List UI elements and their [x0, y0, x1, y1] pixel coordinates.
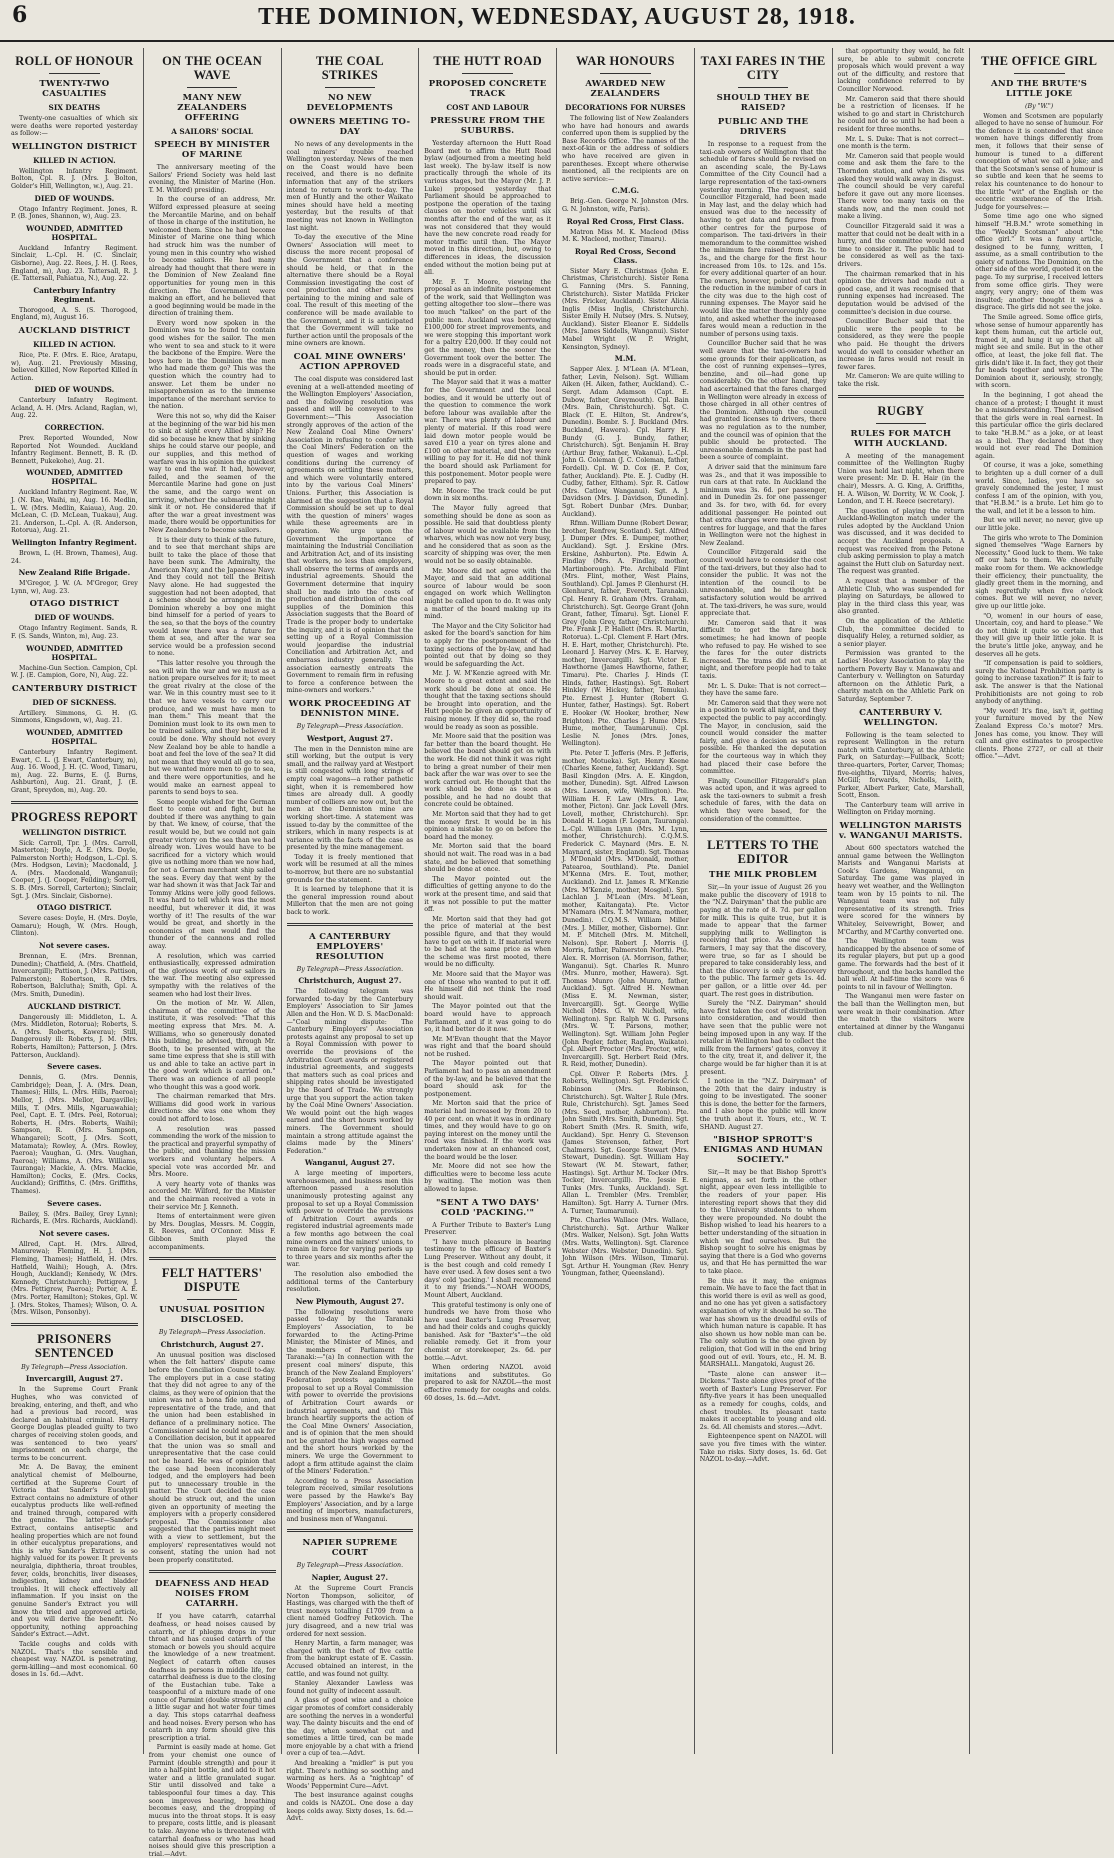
section-label: SIX DEATHS: [48, 103, 101, 112]
paragraph: Mr. Cameron said that there should be a restriction of licenses. If he wished to go and start in Christchurch he could not do so until he had been a resident for three months.: [837, 95, 965, 133]
subheadline: COAL MINE OWNERS' ACTION APPROVED: [293, 352, 407, 373]
section-label: A SAILORS' SOCIAL: [171, 127, 254, 136]
section-divider: [149, 1570, 276, 1573]
headline: WAR HONOURS: [575, 54, 675, 68]
subheadline: PROPOSED CONCRETE TRACK: [428, 79, 547, 99]
paragraph: Cpl. Oliver P. Roberts (Mrs. J. Roberts, Wellington). Sgt. Frederick C. Robinson (Mrs. Robinson, Christchurch). Sgt. Walter J. Rule (Mrs. Rule, Christchurch). Sgt. James Seed (Mrs. Seed, mother, Ashburton). Pte. John Smith (Mrs. Smith, Dunedin). Sgt. Robert Smith (Mrs. R. Smith, wife, Auckland). Spr. Henry G. Stevenson (James Stevenson, father, Port Chalmers). Sgt. George Stewart (Mrs. Stewart, Dunedin). Sgt. William Hay Stewart (W. M. Stewart, father, Hastings). Sgt. Arthur M. Tocker (Mrs. Tocker, Invercargill). Pte. Jessie E. Tunks (Mrs. Tunks, Auckland). Sgt. Allan L. Trembler (Mrs. Trembler, Hamilton). Sgt. Harry A. Turner (Mrs. A. Turner, Taumarunui).: [562, 1070, 689, 1215]
paragraph: And breaking a "midler" is put you right. There's nothing so soothing and warming as hers. As a "nightcap" of Woods' Peppermint Cure—Advt.: [286, 1760, 414, 1790]
section-label: Canterbury Infantry Regiment.: [33, 285, 116, 304]
paragraph: The chairman remarked that Mrs. Williams did good work in various directions: she was one whom they could not afford to lose.: [148, 1093, 276, 1124]
section-label: DECORATIONS FOR NURSES: [565, 103, 686, 112]
column-5: [557, 48, 695, 1754]
section-label: New Plymouth, August 27.: [295, 1296, 405, 1306]
short-rule: [49, 73, 100, 74]
paragraph: A large meeting of importers, warehousemen, and business men this afternoon passed a resolution unanimously protesting against any proposal to set up a Royal Commission with power to override the provisions of Arbitration Court awards or registered industrial agreements made a few months ago between the coal mine owners and the miners' unions, to remain in force for varying periods up to three years and six months after the war.: [286, 1170, 414, 1269]
paragraph: In response to a request from the taxi-cab owners of Wellington that the schedule of fares should be revised on an ascending scale, the By-Laws Committee of the City Council had a large representation of the taxi-owners yesterday morning. The request, said Councillor Fitzgerald, had been made in May last, and the delay which had ensued was due to the necessity of having to get data and figures from other centres for the purpose of comparison. The taxi-drivers in their memorandum to the committee wished the minimum fare raised from 2s. to 3s., and the charge for the first hour increased from 10s. to 12s. and 15s. for every additional quarter of an hour. The owners, however, pointed out that the reduction in the number of cars in the city was due to the high cost of running expenses. The Mayor said he would like the matter thoroughly gone into, and asked whether the increased fares would mean a reduction in the number of persons using taxis.: [699, 141, 827, 338]
paragraph: In the course of an address, Mr. Wilford expressed pleasure at seeing the Mercantile Marine, and on behalf of those in charge of the institution, he welcomed them. Since he had become Minister of Marine one thing which had struck him was the number of young men in this country who wished to become sailors. He had many already had thought that there were in the Dominion of New Zealand fine opportunities for young men in this direction. The Government were making an effort, and he believed that a good beginning would be made in the direction of training them.: [148, 196, 276, 318]
paragraph: Artillery. Simmons, G. H. (G. Simmons, Kingsdown, w), Aug. 21.: [11, 709, 138, 725]
section-label: Westport, August 27.: [306, 733, 393, 743]
headline: THE OFFICE GIRL: [980, 54, 1098, 68]
paragraph: The girls who wrote to The Dominion signed themselves "Wage Earners by Necessity." Good luck to them. We take off our hats to them. We cheerfully make room for them. We acknowledge their efficiency, their punctuality, the gladly greet them in the morning, and sigh regretfully when five o'clock comes. But we will never, no never, give up our little joke.: [975, 534, 1103, 610]
paragraph: Sister Mary E. Christmas (John E. Christmas, Christchurch). Sister Rena G. Fanning (Mrs. S. Fanning, Christchurch). Sister Matilda Fricker (Mrs. Fricker, Auckland). Sister Alicia Inglis (Miss Inglis, Christchurch). Sister Emily H. Nutsey (Mrs. S. Nutsey, Auckland). Sister Eleanor E. Siddells (Mrs. James Siddells, Wanganui). Sister Mabel Wright (W. P. Wright, Kensington, Sydney).: [562, 267, 689, 351]
section-label: C.M.G.: [611, 186, 640, 196]
paragraph: If you have catarrh, catarrhal deafness, or head noises caused by catarrh, or if phlegm drops in your throat and has caused catarrh of the stomach or bowels you should acquire the knowledge of a new treatment. Neglect of catarrh often causes deafness in persons in middle life, for catarrhal deafness is due to the closing of the Eustachian tube. Take a teaspoonful of a mixture made of one ounce of Parmint (double strength) and a little sugar and hot water four times a day. This stops catarrhal deafness and head noises. Every person who has catarrh in any form should give this prescription a trial.: [148, 1613, 276, 1742]
paragraph: Mr. F. T. Moore, viewing the proposal as an indefinite postponement of the work, said that Wellington was getting altogether too slow—there was too much "talkee" on the part of the public men. Auckland was borrowing £100,000 for street improvements, and we were stopping this important work for a paltry £20,000. If they could not get the money, then the sooner the Government took over the better. The roads were in a disgraceful state, and should be put in order.: [424, 278, 551, 377]
section-label: OTAGO DISTRICT.: [36, 903, 112, 913]
paragraph: Councillor Bucher said that he was well aware that the taxi-owners had some grounds for their application, as the cost of running expenses—tyres, benzine, and oil—had gone up considerably. On the other hand, they had ascertained that the fares charged in Wellington were already in excess of those charged in all other centres of the Dominion. Although the council had granted licenses to drivers, there was no regulation as to the number, and the council was of opinion that the public should be protected. The unreasonable demands in the past had been a source of complaint.: [699, 340, 827, 462]
paragraph: Tackle coughs and colds with NAZOL. That's the sensible and cheapest way. NAZOL is penetrating, germ-killing—and most economical. 60 doses in 1s. 6d.—Advt.: [11, 1640, 138, 1679]
paragraph: Matron Miss M. K. Macleod (Miss M. K. Macleod, mother, Timaru).: [562, 228, 689, 244]
paragraph: Mr. L. S. Duke: That is not correct—one month is the term.: [837, 135, 965, 151]
short-rule: [462, 73, 513, 74]
paragraph: The question of playing the return Auckland-Wellington match under the rules adopted by the Auckland Union was discussed, and it was decided to accept the Auckland proposals. A request was received from the Petone club asking permission to play a match against the Hutt club on Saturday next. The request was granted.: [837, 507, 965, 576]
section-label: Wanganui, August 27.: [304, 1158, 395, 1168]
headline: THE HUTT ROAD: [433, 54, 542, 68]
paragraph: Of course, it was a joke, something to brighten up a dull corner of a dull world. Since, ladies, you have so gravely condemned the jester, I must confess I am of the opinion, with you, that "H.B.M." is a brute. Let him go to the wall, and let it be a lesson to him.: [975, 462, 1103, 515]
paragraph: Prev. Reported Wounded, Now Reported Not Wounded. Auckland Infantry Regiment. Bennett, B. R. (D. Bennett, Pukekohe), Aug. 21.: [11, 435, 138, 465]
paragraph: The resolution also embodied the additional terms of the Canterbury resolution.: [286, 1271, 414, 1294]
paragraph: The Mayor fully agreed that something should be done as soon as possible. He said that doubtless plenty of labour would be available from the wharves, which was now not very busy, and he considered that as soon as the scarcity of shipping was over, the men would not be so easily obtainable.: [424, 504, 551, 566]
subheadline: AND THE BRUTE'S LITTLE JOKE: [991, 79, 1088, 99]
paragraph: Mr. Morton said that they had to get the money first. It would be in his opinion a mistake to go on before the board had the money.: [424, 811, 551, 841]
column-8: [970, 48, 1108, 1754]
headline: PRISONERS SENTENCED: [34, 1331, 114, 1360]
paragraph: Mr. Moore did not see how the difficulties were to become less acute by waiting. The motion was then allowed to lapse.: [424, 1163, 551, 1193]
paragraph: Some people wished for the German fleet to come out and fight, but he doubted if there was anything to gain by that. We knew, of course, that the result would be, but we could not gain greater victory on the sea than we had already won. Lives would have to be sacrificed for a victory which would give us nothing more than we now had, for not a German merchant ship sailed the seas. Every day that went by the war had shown it was that Jack Tar and Tommy Atkins were jolly good fellows. It was hard to tell which was the most needful, but wherever it did, it was worthy of it! The results of the war would be great, and shortly in the economics of men would find the thunder of the cannons and rolled away.: [148, 798, 276, 950]
paragraph: At the Supreme Court Francis Norton Thompson, solicitor, of Hastings, was charged with the theft of trust moneys totalling £1709 from a client named Godfrey Petkovich. The jury disagreed, and a new trial was ordered for next session.: [286, 1585, 414, 1638]
subheadline: RULES FOR MATCH WITH AUCKLAND.: [850, 428, 952, 449]
paragraph: A Further Tribute to Baxter's Lung Preserver.: [424, 1221, 551, 1237]
paragraph: that opportunity they would, he felt sure, be able to submit concrete proposals which would prevent a way out of the difficulty, and restore that lacking confidence referred to by Councillor Norwood.: [837, 48, 965, 93]
paragraph: The Mayor said that it was a matter for the Government and the local bodies, and it would be utterly out of the question to commence the work before labour was available after the war. There was plenty of labour and plenty of material. If this road were laid down motor people would be saved £10 a year on tyres alone and £100 on other material, and they were willing to pay for it. He did not think the board should ask Parliament for this postponement. Motor people were prepared to pay.: [424, 379, 551, 486]
paragraph: Mr. Moore said that the position was far better than the board thought. He believed the board should get on with the work. He did not think it was right to bring a great number of their men back after the war was over to see the work carried out. He thought that the work should be done as soon as possible, and he had no doubt that concrete could be obtained.: [424, 733, 551, 809]
paragraph: Some time ago one who signed himself "H.B.M." wrote something in the "Weekly Scotsman" about "the office girl." It was a funny article, designed to be funny, written, I assume, as a small contribution to the gaiety of nations. The Dominion, on the other side of the world, quoted it on the page. To my surprise, I received letters from some office girls. They were angry, very angry; one of them was insulted; another thought it was a disgrace. The girls did not see the joke.: [975, 213, 1103, 312]
paragraph: The chairman remarked that in his opinion the drivers had made out a good case, and it was recognised that running expenses had increased. The deputation would be advised of the committee's decision in due course.: [837, 270, 965, 316]
short-rule: [600, 73, 651, 74]
short-rule: [325, 87, 376, 88]
paragraph: Allred, Capt. H. (Mrs. Allred, Manurewa); Fleming, H. J. (Mrs. Fleming, Thames); Hatfield, H. (Mrs. Hatfield, Waihi); Hough, A. (Mrs. Hough, Auckland); Kennedy, W. (Mrs. Kennedy, Christchurch); Pettigrew, J. (Mrs. Pettigrew, Paeroa); Porter, A. E. (Mrs. Porter, Hamilton); Stokes, Gpl. W. J. (Mrs. Stokes, Thames); Wilson, O. A. (Mrs. Wilson, Ponsonby).: [11, 1240, 138, 1317]
byline: By Telegraph—Press Association.: [21, 1363, 128, 1371]
section-label: Invercargill, August 27.: [25, 1374, 123, 1384]
headline: LETTERS TO THE EDITOR: [707, 838, 820, 867]
paragraph: The men in the Denniston mine are still working, but the output is very small, and the railway yard at Westport is still congested with long strings of empty coal wagons—a rather pathetic sight, when it is remembered how times are already dull. A goodly number of colliers are now out, but the men at the Denniston mine are working short-time. A statement was issued to-day by the committee of the strikers, which in many respects is at variance with the facts of the case as presented by the mine management.: [286, 745, 414, 852]
paragraph: The coal dispute was considered last evening at a well-attended meeting of the Wellington Employers' Association, and the following resolution was passed and will be conveyed to the Government:—"This Association strongly approves of the action of the New Zealand Coal Mine Owners' Association in refusing to confer with the Coal Miners' Federation on the question of wages and working conditions during the currency of agreements on settling these matters, and which were voluntarily entered into by the various Coal Miners' Unions. Further, this Association is alarmed at the suggestion that a Royal Commission should be set up to deal with the question of miners' wages while these agreements are in operation. We urge upon the Government the importance of maintaining the Industrial Conciliation and Arbitration Act, and of its insisting that workers, no less than employers, shall observe the terms of awards and industrial agreements. Should the Government determine that inquiry shall be made into the costs of production and distribution of the coal supplies of the Dominion this Association suggests that the Board of Trade is the proper body to undertake the inquiry, and it is of opinion that the setting up of a Royal Commission would jeopardise the industrial Conciliation and Arbitration Act, and embarrass industry generally. This association earnestly entreats the Government to remain firm in refusing to force a conference between the mine-owners and workers.": [286, 376, 414, 695]
paragraph: Henry Martin, a farm manager, was charged with the theft of five cattle from the bankrupt estate of E. Cassin. Accused obtained an interest, in the cattle, and was found not guilty.: [286, 1640, 414, 1678]
subheadline: NAPIER SUPREME COURT: [302, 1538, 398, 1559]
paragraph: Thorogood, A. S. (S. Thorogood, England, m), August 16.: [11, 306, 138, 322]
paragraph: Were this not so, why did the Kaiser at the beginning of the war bid his men to sink at sight every Allied ship? He did so because he knew that by sinking ships he could starve our people, and our supplies, and this method of warfare was in his opinion the quickest way to end the war. It had, however, failed, and the seamen of the Mercantile Marine had gone on just the same, and the cargo went on arriving, whether the submarine might sink it or not. He considered that if after the war a great investment was made, there would be opportunities for New Zealanders to become sailors.: [148, 413, 276, 534]
paragraph: An unusual position was disclosed when the felt hatters' dispute came before the Conciliation Council to-day. The employers put in a case stating that they did not agree to any of the claims, as they were of opinion that the union was not a bona fide union, and representative of the trade, and that the union had been established in defiance of a preliminary notice. The Commissioner said he could not ask for a Conciliation decision, but it appeared that the union was so small and unrepresentative that the case could not be heard. He was of opinion that the case had been inconsiderately lodged, and the employers had been put to unnecessary trouble in the matter. The Court decided the case should be struck out, and the union given an opportunity of meeting the employers with a properly considered proposal. The Commissioner also suggested that the parties might meet with a view to settlement, but the employers' representatives would not consent, stating the union had not been properly constituted.: [148, 1351, 276, 1564]
section-label: CORRECTION.: [44, 423, 105, 433]
subheadline: SPEECH BY MINISTER OF MARINE: [154, 140, 271, 160]
section-label: COST AND LABOUR: [446, 103, 529, 112]
subheadline: DEAFNESS AND HEAD NOISES FROM CATARRH.: [155, 1579, 270, 1610]
paragraph: "My word! It's fine, isn't it, getting your furniture moved by the New Zealand Express Co.'s motor? Mrs. Jones has come, you know. They will call and give estimates to prospective clients. Phone 2727, or call at their office."—Advt.: [975, 707, 1103, 761]
paragraph: A resolution, which was carried enthusiastically, expressed admiration of the glorious work of our sailors in the war. The meeting also expressed sympathy with the relatives of the seamen who had lost their lives.: [148, 952, 276, 998]
section-label: DIED OF WOUNDS.: [34, 193, 115, 203]
section-label: DIED OF WOUNDS.: [34, 613, 115, 623]
subheadline: NO NEW DEVELOPMENTS: [306, 93, 394, 113]
paragraph: The Canterbury team will arrive in Wellington on Friday morning.: [837, 801, 965, 817]
short-rule: [876, 423, 927, 424]
paragraph: Bailey, S. (Mrs. Bailey, Grey Lynn); Richards, E. (Mrs. Richards, Auckland).: [11, 1210, 138, 1226]
subheadline: OTAGO DISTRICT: [29, 599, 120, 610]
paragraph: The following telegram was forwarded to-day by the Canterbury Employers' Association to Sir James Allen and the Hon. W. D. S. MacDonald:—"Coal mining dispute: The Canterbury Employers' Association protests against any proposal to set up a Royal Commission with power to override the provisions of the Arbitration Court awards or registered industrial agreements, and suggests that matters such as coal prices and shipping rates should be investigated by the Board of Trade. We strongly urge that you support the action taken by the Coal Mine Owners' Association. We would point out the high wages earned and the short hours worked by miners. The Government should maintain a strong attitude against the claims made by the Miners' Federation.": [286, 988, 414, 1155]
paragraph: Mr. Moore did not agree with the Mayor, and said that an additional source of labour would be soon engaged on work which Wellington might be called upon to do. It was only a matter of the board making up its mind.: [424, 567, 551, 621]
paragraph: Otago Infantry Regiment. Jones, R. P. (B. Jones, Shannon, w), Aug. 23.: [11, 205, 138, 221]
section-label: WELLINGTON DISTRICT.: [22, 827, 127, 837]
paragraph: Mr. M'Evan thought that the Mayor was right and that the board should not be rushed.: [424, 1035, 551, 1058]
paragraph: A resolution was passed commending the work of the mission to the practical and prayerful sympathy of the public, and thanking the mission workers and voluntary helpers. A special vote was accorded Mr. and Mrs. Moore.: [148, 1125, 276, 1179]
paragraph: Canterbury Infantry Regiment. Ewart, C. L. (J. Ewart, Canterbury, m), Aug. 16. Wood, J. H. (C. Wood, Timaru, m), Aug. 22. Burns, E. (J. Burns, Ashburton), Aug. 21. Grant, J. (E. Grant, Spreydon, m), Aug. 20.: [11, 748, 138, 794]
section-label: DIED OF WOUNDS.: [34, 385, 115, 395]
section-label: AUCKLAND DISTRICT.: [27, 1001, 121, 1011]
paragraph: Mr. Cameron: We are quite willing to take the risk.: [837, 373, 965, 388]
section-label: M.M.: [614, 354, 636, 364]
paragraph: "O, women! in our hours of ease, Uncertain, coy, and hard to please." We do not think it quite so certain that they will give up their little joke. It is the brute's little joke, anyway, and he deserves all he gets.: [975, 612, 1103, 658]
column-2: [144, 48, 282, 1858]
byline: By Telegraph—Press Association.: [296, 965, 404, 973]
paragraph: The Mayor pointed out that the board would have to approach Parliament, and if it was going to do so, it had better do it now.: [424, 1003, 551, 1034]
paragraph: A meeting of the management committee of the Wellington Rugby Union was held last night, when there were present: Mr. D. H. Hair (in the chair), Messrs. A. G. King, A. Griffiths, H. A. Wilson, W. Dorrity, W. W. Cook, J. London, and T. H. Reece (secretary).: [837, 452, 965, 506]
paragraph: The following list of New Zealanders who have had honours and awards conferred upon them is supplied by the Base Records Office. The names of the next-of-kin or the address of soldiers who have received are given in parentheses. Except where otherwise mentioned, all the recipients are on active service:—: [562, 115, 689, 183]
paragraph: This grateful testimony is only one of hundreds we have from those who have used Baxter's Lung Preserver, and had their colds and coughs quickly banished. Ask for "Baxter's"—the old reliable remedy. Get it from your chemist or storekeeper, 2s. 6d. per bottle.—Advt.: [424, 1301, 551, 1362]
paragraph: Wellington Infantry Regiment. Bolton, Cpl. R. J. (Mrs. J. Bolton, Golder's Hill, Wellington, w.), Aug. 21.: [11, 167, 138, 190]
paragraph: Canterbury Infantry Regiment. Acland, A. H. (Mrs. Acland, Raglan, w), Aug. 22.: [11, 397, 138, 420]
paragraph: Parmint is easily made at home. Get from your chemist one ounce of Parmint (double strength) and pour it into a half-pint bottle, and add to it hot water and a little granulated sugar. Stir until dissolved and take a tablespoonful four times a day. This soon improves hearing, breathing becomes easy, and the dropping of mucus into the throat stops. It is easy to prepare, costs little, and is pleasant to take. Anyone who is threatened with catarrhal deafness or who has head noises should give this prescription a trial.—Advt.: [148, 1744, 276, 1858]
section-label: DIED OF SICKNESS.: [32, 697, 117, 707]
paragraph: Auckland Infantry Regiment. Rae, W. J. (N. Rae, Waihi, m), Aug. 16. Medlin, L. W. (Mrs. Medlin, Kaiaua), Aug. 20. McLean, C. (D. McLean, Tuakau), Aug. 21. Anderson, L.-Cpl. A. (R. Anderson, Rotorua), Aug. 21.: [11, 489, 138, 535]
section-label: Severe cases.: [47, 1062, 102, 1072]
column-4: [419, 48, 557, 1754]
subheadline: A CANTERBURY EMPLOYERS' RESOLUTION: [309, 931, 391, 962]
paragraph: "I have much pleasure in bearing testimony to the efficacy of Baxter's Lung Preserver. Without any doubt, it is the best cough and cold remedy I have ever used. A few doses sent a two days' cold 'packing.' I shall recommend it to my friends."—NOAH WOODS, Mount Albert, Auckland.: [424, 1238, 551, 1299]
paragraph: Brown, L. (H. Brown, Thames), Aug. 24.: [11, 550, 138, 565]
section-label: Christchurch, August 27.: [298, 976, 402, 986]
section-label: Wellington Infantry Regiment.: [11, 538, 137, 547]
section-label: Not severe cases.: [39, 1228, 110, 1238]
byline: By Telegraph—Press Association.: [296, 1562, 404, 1570]
paragraph: Eighteenpence spent on NAZOL will save you five times with the winter. Take no risks. Sixty doses, 1s. 6d. Get NAZOL to-day.—Advt.: [699, 1433, 827, 1464]
short-rule: [187, 87, 238, 88]
subheadline: CANTERBURY DISTRICT: [11, 683, 137, 694]
paragraph: To-day the executive of the Mine Owners' Association will meet to discuss the more recent proposal of the Government that a conference should be held, or that in the alternative there should be a Royal Commission investigating the cost of coal production and other matters pertaining to the mining and sale of coal. The result of this meeting of the conference will be made available to the Government, and it is anticipated that the Government will take no further action until the proposals of the mine owners are known.: [286, 234, 414, 348]
paragraph: Mr. Moore said that the Mayor was one of those who wanted to put it off. He himself did not think the road should wait.: [424, 970, 551, 1001]
section-label: Royal Red Cross, First Class.: [566, 216, 684, 226]
section-label: Not severe cases.: [39, 941, 110, 951]
masthead: [0, 0, 1114, 42]
paragraph: Stanley Alexander Lawless was found not guilty of indecent assault.: [286, 1680, 414, 1695]
paragraph: Auckland Infantry Regiment. Sinclair, L.-Cpl. H. (C. Sinclair, Gisborne), Aug. 22. Rees, J. H. (J. Rees, England, m), Aug. 23. Tattersall, R. J. (E. Tattersall, Pahiatua, N.), Aug. 22.: [11, 244, 138, 283]
paragraph: Every word now spoken in the Dominion was to be found to contain good wishes for the sailor. The men who went to sea and stuck to it were the backbone of the Empire. Were the boys here in the Dominion the men who had made them go? This was the question which the country had to answer. Let them be under no misapprehension as to the immense importance of the merchant service to the nation.: [148, 319, 276, 411]
paragraph: Rfmn. William Dunne (Robert Dewar, brother, Renfrew, Scotland). Sgt. Alfred J. Dumper (Mrs. E. Dumper, mother, Auckland). Sgt. J. Erskine (Mrs. Erskine, Ashburton). Pte. Edwin A. Findlay (Mrs. A. Findlay, mother, Martinborough). Pte. Archibald Flint (Mrs. Flint, mother, West Plains, Southland). Cpl. James P. Glenhurst (H. Glenhurst, father, Everett, Taranaki). Cpl. Henry R. Graham (Mrs. Graham, Christchurch). Sgt. George Grant (John Grant, father, Timaru). Sgt. Lionel F. Grey (John Grey, father, Christchurch). Pte. Frank J. P. Hallett (Mrs. R. Martin, Rotorua). L.-Cpl. Clement F. Hart (Mrs. H. E. Hart, mother, Christchurch). Pte. Leonard J. Harvey (Mrs. K. E. Harvey, mother, Invercargill). Sgt. Victor E. Hawthorne (James Hawthorne, father, Timaru). Pte. Charles J. Hinds (T. Hinds, father, Hastings). Sgt. Robert Hinkley (W. Hickey, father, Temuka). Pte. Ernest J. Hunter (Robert G. Hunter, father, Hastings). Sgt. Robert E. Hooker (W. Hooker, brother, New Brighton). Pte. Charles J. Hume (Mrs. Hume, mother, Taumarunui). Cpl. Leslie N. Jones (Mrs. Jones, Wellington).: [562, 520, 689, 748]
short-rule: [738, 87, 789, 88]
paragraph: I notice in the "N.Z. Dairyman" of the 20th that the dairy industry is going to be investigated. The sooner this is done, the better for the farmers, and I also hope the public will know the truth about it. Yours, etc., W. T. SHAND. August 27.: [699, 1078, 827, 1131]
subheadline: MANY NEW ZEALANDERS OFFERING: [177, 93, 247, 123]
paragraph: Twenty-one casualties of which six were deaths were reported yesterday as follow:—: [11, 115, 138, 138]
subheadline: UNUSUAL POSITION DISCLOSED.: [159, 1305, 265, 1326]
paragraph: Sapper Alex. J. M'Lean (A. M'Lean, father, Levin, Nelson). Sgt. William Aiken (H. Aiken, father, Auckland). C.-Sergt. Adam Adamson (Capt. E. Dubow, father, Greymouth). Cpl. Bain (Mrs. Bain, Christchurch). Sgt. C. Black (T. E. Hilton, St. Andrew's, Dunedin). Bombr. S. J. Buckland (Mrs. Buckland, Hawera). Cpl. Harry H. Bundy (G. J. Bundy, father, Christchurch). Sgt. Benjamin H. Bray (Arthur Bray, father, Wakanui). L.-Cpl. John G. Coleman (J. C. Coleman, father, Fordell). Cpl. W. D. Cox (E. P. Cox, father, Auckland). Pte. E. J. Cudby (H. Cudby, father, Eltham). Spr. R. Catlow (Mrs. Catlow, Wanganui). Sgt. A. J. Davidson (Mrs. J. Davidson, Dunedin). Sgt. Robert Dunbar (Mrs. Dunbar, Auckland).: [562, 366, 689, 518]
paragraph: Yesterday afternoon the Hutt Road Board met to affirm the Hutt Road bylaw (adjourned from a meeting held last week). The by-law itself is now practically through the whole of its various stages, but the Mayor (Mr. J. P. Luke) proposed yesterday that Parliament should be approached to postpone the operation of the taxing clauses on motor vehicles until six months after the end of the war, as it was not considered that they would have the new concrete road ready for motor traffic until then. The Mayor moved in this direction, but, owing to differences in ideas, the discussion ended without the motion being put at all.: [424, 140, 551, 277]
subheadline: AUCKLAND DISTRICT: [18, 325, 131, 336]
paragraph: Mr. Morton said that the board should not wait. The road was in a bad state, and he believed that something should be done at once.: [424, 843, 551, 874]
paragraph: Mr. Cameron said that it was difficult to get the fare back sometimes; he had known of people who refused to pay. He wished to see the fares for the outer districts increased. The trams did not run at night, and therefore people had to take taxis.: [699, 619, 827, 680]
paragraph: Permission was granted to the Ladies' Hockey Association to play the northern Poverty Bay v. Manawatu and Canterbury v. Wellington on Saturday afternoon on the Athletic Park, a charity match on the Athletic Park on Saturday, September 7.: [837, 650, 965, 703]
paragraph: Dangerously ill: Middleton, L. A. (Mrs. Middleton, Rotorua); Roberts, S. A. (Mrs. Roberts, Kawerau); Still, Dangerously ill: Roberts, J. M. (Mrs. Roberts, Hamilton); Patterson, J. (Mrs. Patterson, Auckland).: [11, 1013, 138, 1059]
paragraph: No news of any developments in the coal miners' trouble reached Wellington yesterday. News of the men on the Coast would have been received, and there is no definite information that any of the strikers intend to return to work to-day. The men of Huntly and the other Waikato mines should have held a meeting yesterday, but the results of that meeting was not known in Wellington last night.: [286, 141, 414, 232]
section-divider: [287, 923, 414, 926]
paragraph: Sir,—It may be that Bishop Sprott's enigmas, as set forth in the other night, appear even less intelligible to the readers of your paper. His interesting report shows that they did to the University students to whom they were propounded. No doubt the Bishop wished to lead his hearers to a better understanding of the situation in which we find ourselves. But the Bishop sought to solve his enigmas by saying that there is a God who governs us, and that He has permitted the war to take place.: [699, 1169, 827, 1275]
section-label: WOUNDED, ADMITTED HOSPITAL.: [26, 468, 123, 487]
paragraph: Rice, Pte. F. (Mrs. E. Rice, Aratapu, w), Aug. 21. Previously Missing, believed Killed, Now Reported Killed in Action.: [11, 351, 138, 382]
paragraph: The Mayor pointed out that Parliament had to pass an amendment of the by-law, and he believed that the board should ask for the postponement.: [424, 1060, 551, 1098]
section-divider: [700, 829, 827, 832]
column-6: [695, 48, 833, 1754]
page-number: 6: [12, 2, 28, 28]
paragraph: "Taste alone can answer it—Dickens." Taste alone gives proof of the worth of Baxter's Lung Preserver. For fifty-five years it has been unequalled as a remedy for coughs, colds, and chest troubles. Its pleasant taste makes it acceptable to young and old. 2s. 6d. All chemists and stores.—Advt.: [699, 1370, 827, 1431]
section-label: KILLED IN ACTION.: [33, 339, 116, 349]
paragraph: Machine-Gun Section. Campion, Cpl. W. J. (E. Campion, Gore, N), Aug. 22.: [11, 664, 138, 680]
paragraph: Finally, Councillor Fitzgerald's plan was acted upon, and it was agreed to ask the taxi-owners to submit a fresh schedule of fares, with the data on which they were based, for the consideration of the committee.: [699, 777, 827, 823]
subheadline: OWNERS MEETING TO-DAY: [289, 117, 411, 137]
column-7: [833, 48, 971, 1754]
paragraph: When ordering NAZOL avoid imitations and substitutes. Go prepared to ask for NAZOL—the most effective remedy for coughs and colds. 60 doses, 1s. 6d.—Advt.: [424, 1364, 551, 1402]
paragraph: A driver said that the minimum fare was 2s., and that it was impossible to run cars at that rate. In Auckland the minimum was 3s. 6d. per passenger, and in Dunedin 2s. for one passenger and 3s. for two, with 6d. for every additional passenger. He pointed out that extra charges were made in other centres for luggage, and that the fares in Wellington were not the highest in New Zealand.: [699, 463, 827, 547]
section-label: WOUNDED, ADMITTED HOSPITAL.: [26, 727, 123, 746]
paragraph: The following resolutions were passed to-day by the Taranaki Employers' Association, to be forwarded to the Acting-Prime Minister, the Minister of Mines, and the members of Parliament for Taranaki:—"(a) In connection with the present coal miners' dispute, this branch of the New Zealand Employers' Federation protests against the proposal to set up a Royal Commission with power to override the provisions of Arbitration Court awards or industrial agreements, and (b) This branch heartily supports the action of the Coal Mine Owners' Association, and is of opinion that the men should not be granted the high wages earned and the short hours worked by the miners. We urge the Government to adopt a firm attitude against the claim of the Miners' Federation.": [286, 1308, 414, 1476]
paragraph: Councillor Fitzgerald said it was a matter that could not be dealt with in a hurry, and the committee would need time to consider it. The public had to be considered as well as the taxi-drivers.: [837, 223, 965, 269]
paragraph: Be this as it may, the enigmas remain. We have to face the fact that in this world there is evil as well as good, and no one has yet given a satisfactory explanation of why it should be so. The war has shown us the dreadful evils of which human nature is capable. It has also shown us how noble man can be. The only solution is the one given by religion, that God will in the end bring good out of evil. Yours, etc., H. M. B. MARSHALL. Mangatoki, August 26.: [699, 1277, 827, 1369]
paragraph: Mr. L. S. Duke: That is not correct—they have the same fare.: [699, 682, 827, 698]
paragraph: Brennan, E. (Mrs. Brennan, Dunedin); Chatfield, A. (Mrs. Chatfield, Invercargill); Pattison, J. (Mrs. Pattison, Palmerston); Robertson, R. (Mrs. Robertson, Balclutha); Smith, Gpl. A. (Mrs. Smith, Dunedin).: [11, 953, 138, 998]
section-label: New Zealand Rifle Brigade.: [18, 568, 131, 578]
section-label: KILLED IN ACTION.: [33, 155, 116, 165]
subheadline: WELLINGTON MARISTS v. WANGANUI MARISTS.: [839, 821, 963, 842]
paragraph: Sick: Carroll, Tpr. J. (Mrs. Carroll, Masterton); Doyle, A. E. (Mrs. Doyle, Palmerston North); Hodgson, L.-Cpl. S. (Mrs. Hodgson, Levin); Macdonald, J. A. (Mrs. Macdonald, Wanganui); Cooper, J. (J. Cooper, Feilding); Sorrell, S. B. (Mrs. Sorrell, Carterton); Sinclair, Sgt. J. (Mrs. Sinclair, Gisborne).: [11, 839, 138, 900]
column-3: [282, 48, 420, 1823]
paragraph: Surely the "N.Z. Dairyman" should have first taken the cost of distribution into consideration, and would then have seen that the public were not being imposed upon in any way. If the retailer in Wellington had to collect the milk from the farmers' gates, convey it to the city, treat it, and deliver it, the charge would be far higher than it is at present.: [699, 1000, 827, 1076]
paragraph: Pte. Charles Wallace (Mrs. Wallace, Christchurch). Sgt. Arthur Walker (Mrs. Walker, Nelson). Sgt. John Watts (Mrs. Watts, Wellington). Sgt. Clarence Webster (Mrs. Webster, Dunedin). Sgt. John Wilson (Mrs. Wilson, Timaru). Sgt. Arthur H. Youngman (Rev. Henry Youngman, father, Queensland).: [562, 1217, 689, 1278]
byline: (By "W."): [1024, 103, 1054, 110]
headline: THE COAL STRIKES: [315, 54, 384, 82]
headline: RUGBY: [877, 403, 925, 418]
column-1: [6, 48, 144, 1754]
paragraph: Mr. A. De Bavay, the eminent analytical chemist of Melbourne, certified at the Supreme Court of Victoria that Sander's Eucalypti Extract contains no admixture of other eucalyptus products like well-refined and trained through, compared with the genuine. The latter—Sander's Extract, contains antiseptic and healing properties which are not found in other eucalyptus preparations, and this is why Sander's Extract is so highly valued for its power. It prevents neuralgia, diphtheria, throat troubles, fever, colds, bronchitis, liver diseases, indigestion, kidney and bladder troubles. It will check effectively all inflammation. If you insist on the genuine Sander's Extract you will know the tried and approved article, and you will derive the benefit. No opportunity, nothing approaching Sander's Extract.—Advt.: [11, 1464, 138, 1639]
section-divider: [11, 801, 138, 804]
paragraph: The Mayor pointed out the difficulties of getting anyone to do the work at the present time, and said that it was not possible to put the matter off.: [424, 875, 551, 914]
headline: ROLL OF HONOUR: [15, 54, 134, 68]
paragraph: Mr. Morton said that they had got the price of material at the best possible figure, and that they would have to get on with it. If material were to be had at the same price as when the scheme was first mooted, there would be no difficulty.: [424, 915, 551, 969]
paragraph: The Wanganui men were faster on the ball than the Wellington men, but were weak in their combination. After the match the visitors were entertained at dinner by the Wanganui club.: [837, 993, 965, 1039]
subheadline: AWARDED NEW ZEALANDERS: [585, 79, 666, 99]
paragraph: Sir,—In your issue of August 26 you make public the discovery of 1918 to the "N.Z. Dairyman" that the public are paying at the rate of 8. 7d. per gallon for milk. This is quite true, but it is made to appear that the farmer supplying milk to Wellington is receiving that price. As one of the farmers, I may say that the discovery, were true, so far as I should be prepared to take considerably less, and that the discovery is only a discovery to the public. The farmer gets 1s. 4d. per gallon, or a little over 4d. per quart. The rest goes in distribution.: [699, 884, 827, 998]
paragraph: A glass of good wine and a choice cigar promotes of comfort considerably are soothing the nerves in a wonderful way. The dainty biscuits and the end of the day, when somewhat cut and sometimes a little tired, can be made more enjoyable by a chat with a friend over a cup of tea.—Advt.: [286, 1697, 414, 1758]
section-label: Napier, August 27.: [311, 1573, 389, 1582]
section-label: WOUNDED, ADMITTED HOSPITAL.: [26, 643, 123, 662]
newspaper-title: THE DOMINION, WEDNESDAY, AUGUST 28, 1918.: [258, 4, 856, 30]
subheadline: PUBLIC AND THE DRIVERS: [717, 117, 809, 137]
paragraph: The anniversary meeting of the Sailors' Friend Society was held last evening, the Minister of Marine (Hon. T. M. Wilford) presiding.: [148, 164, 276, 194]
paragraph: The best insurance against coughs and colds is NAZOL. One dose a day keeps colds away. Sixty doses, 1s. 6d.—Advt.: [286, 1792, 414, 1823]
subheadline: PRESSURE FROM THE SUBURBS.: [430, 116, 545, 136]
paragraph: On the application of the Athletic Club, the committee decided to disqualify Heley, a returned soldier, as a senior player.: [837, 618, 965, 648]
paragraph: A request that a member of the Athletic Club, who was suspended for playing on Saturdays, be allowed to play in the third class this year, was also granted.: [837, 578, 965, 616]
headline: TAXI FARES IN THE CITY: [700, 54, 826, 82]
paragraph: About 600 spectators watched the annual game between the Wellington Marists and Wanganui Marists at Cook's Gardens, Wanganui, on Saturday. The game was played in heavy wet weather, and the Wellington team won by 15 points to nil. The Wanganui team was not fully representative of its strength. Tries were scored for the winners by Whiteley, Seivewright, Bower, and M'Carthy, and M'Carthy converted one.: [837, 845, 965, 936]
paragraph: Following is the team selected to represent Wellington in the return match with Canterbury, at the Athletic Park, on Saturday:—Fullback, Scott; three-quarters, Porter, Carver, Thomas; five-eighths, Tilyard, Morris; halves, McGill; forwards, Nicholls, Leith, Parker, Albert Parker, Cate, Marshall, Scott, Enson.: [837, 731, 965, 800]
section-label: Christchurch, August 27.: [160, 1339, 264, 1349]
paragraph: "This latter resolve you through the sea will win the war and we must as a nation prepare ourselves for it; to meet the great rivalry at the close of the war. We in this country must see to it that we have vessels to carry our produce, and we must have men to man them." This meant that the Dominion must look to its own men to be trained sailors, and they believed it could be done. Why should not every New Zealand boy be able to handle a boat and feel the love of the sea? It did not mean that they would all go to sea, but we wanted more men to go to sea, and there were opportunities, and he would make an earnest appeal to parents to send boys to sea.: [148, 660, 276, 797]
paragraph: The Mayor and the City Solicitor had asked for the board's sanction for him to apply for the postponement of the taxing sections of the by-law, and had pointed out that by doing so they would be safeguarding the Act.: [424, 622, 551, 668]
headline: PROGRESS REPORT: [11, 809, 138, 824]
subheadline: "BISHOP SPROTT'S ENIGMAS AND HUMAN SOCIETY.": [703, 1135, 823, 1166]
section-divider: [287, 1529, 414, 1532]
paragraph: In the Supreme Court Frank Hughes, who was convicted of breaking, entering, and theft, and who had a previous bad record, was declared an habitual criminal. Harry George Douglas pleaded guilty to two charges of receiving stolen goods, and was sentenced to two years' imprisonment on each charge, the terms to be concurrent.: [11, 1386, 138, 1462]
short-rule: [187, 1299, 238, 1300]
paragraph: M'Gregor, J. W. (A. M'Gregor, Grey Lynn, w), Aug. 23.: [11, 580, 138, 595]
subheadline: WELLINGTON DISTRICT: [11, 141, 137, 152]
paragraph: Mr. Cameron said that people would come and ask them the fare to the Thorndon station, and when 2s. was asked they would walk away in disgust. The council should be very careful before it gave out any more licenses. There were too many taxis on the stands now, and the men could not make a living.: [837, 152, 965, 221]
headline: FELT HATTERS' DISPUTE: [161, 1266, 263, 1295]
paragraph: The Wellington team was handicapped by the absence of some of its regular players, but put up a good game. The forwards had the best of it throughout, and the backs handled the ball well. At half-time the score was 6 points to nil in favour of Wellington.: [837, 938, 965, 991]
byline: By Telegraph—Press Association.: [158, 1329, 266, 1337]
paragraph: Items of entertainment were given by Mrs. Douglas, Messrs. M. Coggin, R. Reeves, and O'Connor. Miss F. Gibbon Smith played the accompaniments.: [148, 1213, 276, 1251]
paragraph: A very hearty vote of thanks was accorded Mr. Wilford, for the Minister and the chairman received a vote in their service Mr. J. Kenneth.: [148, 1180, 276, 1211]
section-label: Royal Red Cross, Second Class.: [574, 246, 676, 265]
paragraph: On the motion of Mr. W. Allen, chairman of the committee of the institute, it was resolved: "That this meeting express that Mrs. M. A. Williams, who so generously donated this building, be advised, through Mr. Booth, to be presented with, at the same time express that she is still with us and able to take an active part in the good work which is carried on." There was an audience of all people who thought this was a good work.: [148, 1000, 276, 1091]
section-label: Severe cases.: [47, 1198, 102, 1208]
headline: ON THE OCEAN WAVE: [162, 54, 263, 82]
subheadline: CANTERBURY V. WELLINGTON.: [859, 707, 943, 728]
article-columns: [6, 48, 1108, 1858]
subheadline: TWENTY-TWO CASUALTIES: [39, 79, 110, 99]
paragraph: Councillor Fitzgerald said the council would have to consider the cost of the taxi-drivers, but they also had to consider the public. It was not the intention of the council to be unreasonable, and he thought a satisfactory solution would be arrived at. The taxi-drivers, he was sure, would appreciate that.: [699, 549, 827, 618]
paragraph: Women and Scotsmen are popularly alleged to have no sense of humour. For the defence it is contended that since women have things differently from men, it follows that their sense of humour is tuned to a different conception of what we call a joke; and that the Scotsman's sense of humour is so subtle and keen that he seems to relax his countenance to do honour to the little "wit" of the English or the eccentric exuberance of the Irish. Judge for yourselves:—: [975, 112, 1103, 211]
paragraph: According to a Press Association telegram received, similar resolutions were passed by the Hawke's Bay Employers' Association, and by a large meeting of importers, manufacturers, and business men of Wanganui.: [286, 1477, 414, 1523]
paragraph: But we will never, no never, give up our little joke.: [975, 517, 1103, 533]
paragraph: Otago Infantry Regiment. Sands, R. F. (S. Sands, Winton, m), Aug. 23.: [11, 625, 138, 640]
paragraph: It is their duty to think of the future, and to see that merchant ships are built to take the place of those that have been sunk. The Admiralty, the American Navy, and the Japanese Navy. And they could not tell the British Navy alone. He had suggested the suggestion had not been adopted, that a scheme should be arranged in the Dominion whereby a boy one might bind himself for a period of years to the sea, so that the boys of the country would know there was a future for them at sea, and after the war sea service would be a profession second to none.: [148, 536, 276, 658]
paragraph: Mr. Cameron said that they were not in a position to work all night, and they expected the public to pay accordingly. The Mayor, in conclusion, said the council would consider the matter fairly, and give a decision as soon as possible. He thanked the deputation for the courteous way in which they had placed their case before the committee.: [699, 699, 827, 776]
section-divider: [149, 1257, 276, 1260]
paragraph: Brig.-Gen. George N. Johnston (Mrs. G. N. Johnston, wife, Paris).: [562, 198, 689, 213]
paragraph: "If compensation is paid to soldiers, surely the National Prohibition party is going to increase taxation?" It is fair to ask. The answer is that the National Prohibitionists are not going to rob anybody of anything.: [975, 660, 1103, 706]
subheadline: "SENT A TWO DAYS' COLD 'PACKING.'": [435, 1197, 540, 1218]
paragraph: The Smile agreed. Some office girls, whose sense of humour apparently has kept them human, cut the article out, framed it, and hung it up so that all might see and smile. But in the other office, at least, the joke fell flat. The girls didn't like it. In fact, they got their fur heads together and wrote to The Dominion about it, seriously, strongly, with scorn.: [975, 314, 1103, 390]
paragraph: Dennis, G. (Mrs. Dennis, Cambridge); Dean, J. A. (Mrs. Dean, Thames); Hills, L. (Mrs. Hills, Paeroa); Mellor, J. (Mrs. Mellor, Dargaville); Mills, T. (Mrs. Mills, Ngaruawahia); Peel, Capt. E. T. (Mrs. Peel, Rotorua); Roberts, H. (Mrs. Roberts, Waihi); Sampson, R. (Mrs. Sampson, Whangarei); Scott, J. (Mrs. Scott, Matamata); Rowley, A. (Mrs. Rowley, Paeroa); Vaughan, G. (Mrs. Vaughan, Paeroa); Williams, A. (Mrs. Williams, Tauranga); Mackie, A. (Mrs. Mackie, Hamilton); Cocks, E. (Mrs. Cocks, Auckland); Griffiths, C. (Mrs. Griffiths, Thames).: [11, 1074, 138, 1196]
subheadline: SHOULD THEY BE RAISED?: [716, 93, 810, 113]
paragraph: Severe cases: Doyle, H. (Mrs. Doyle, Oamaru); Hough, W. (Mrs. Hough, Clinton).: [11, 915, 138, 938]
subheadline: THE MILK PROBLEM: [709, 870, 818, 881]
paragraph: Pte. Peter T. Jefferis (Mrs. P. Jefferis, mother, Motueka). Sgt. Henry Keene (Charles Keene, father, Auckland). Sgt. Basil Kingdon (Mrs. A. E. Kingdon, mother, Dunedin). Sgt. Alfred Lawson (Mrs. Lawson, wife, Wellington). Pte. William H. F. Law (Mrs. R. Law, mother, Picton). Gnr. Jack Lovell (Mrs. Lovell, mother, Christchurch). Spr. Donald H. Logan (F. Logan, Tauranga). L.-Cpl. William Lynn (Mrs. M. Lynn, mother, Christchurch). C.Q.M.S. Frederick C. Maynard (Mrs. E. N. Maynard, sister, England). Sgt. Thomas J. M'Donald (Mrs. M'Donald, mother, Patearoa, Southland). Pte. Daniel M'Kenna (Mrs. E. Tout, mother, Auckland). 2nd Lt. James R. M'Kenzie (Mrs. M'Kenzie, mother, Mosgiel). Spr. Lachlan J. M'Lean (Mrs. M'Lean, mother, Kaitangata). Pte. Victor M'Namara (Mrs. T. M'Namara, mother, Dunedin). C.Q.M.S. William Miller (Mrs. J. Miller, mother, Gisborne). Gnr. M. P. Mitchell (Mrs. M. Mitchell, Nelson). Spr. Robert J. Morris (J. Morris, father, Palmerston North). Pte. Alex. R. Morrison (A. Morrison, father, Wanganui). Sgt. Charles R. Munro (Mrs. Munro, mother, Hawera). Sgt. Thomas Munro (John Munro, father, Auckland). Sgt. Alfred H. Newman (Miss E. M. Newman, sister, Invercargill). Sgt. George Wyllie Nicholl (Mrs. G. W. Nicholl, wife, Wellington). Spr. Ralph W. G. Parsons (Mrs. W. T. Parsons, mother, Wellington). Sgt. William John Pegler (John Pegler, father, Raglan, Waikato). Cpl. Albert Proctor (Mrs. Proctor, wife, Invercargill). Sgt. Herbert Reid (Mrs. R. Reid, mother, Dunedin).: [562, 749, 689, 1069]
paragraph: Today it is freely mentioned that work will be resumed at all the mines to-morrow, but there are no substantial grounds for the statement.: [286, 853, 414, 884]
short-rule: [1014, 73, 1065, 74]
paragraph: Councillor Bucher said that the public were the people to be considered, as they were the people who paid. He thought the drivers would do well to consider whether an increase in fares would not result in fewer fares.: [837, 318, 965, 371]
paragraph: Mr. J. W. M'Kenzie agreed with Mr. Moore to a great extent and said the work should be done at once. He thought that the taxing sections should be brought into operation, and the Hutt people be given an opportunity of raising money. If they did so, the road would be ready as soon as possible.: [424, 670, 551, 731]
paragraph: It is learned by telephone that it is the general impression round about Millerton that the men are not going back to work.: [286, 886, 414, 917]
paragraph: In the beginning, I got ahead the chance of a protest; I thought it must be a misunderstanding. Then I realised that the girls were in real earnest. In this particular office the girls declared to take "H.B.M." as a joke, or at least as a libel. They declared that they would not ever read The Dominion again.: [975, 391, 1103, 460]
paragraph: Mr. Morton said that the price of material had increased by from 20 to 40 per cent. on what it was in ordinary times, and they would have to go on paying interest on the money until the road was finished. If the work was undertaken now at an enhanced cost, the board would be the loser.: [424, 1100, 551, 1161]
subheadline: WORK PROCEEDING AT DENNISTON MINE.: [288, 698, 411, 719]
section-divider: [11, 1323, 138, 1326]
section-label: WOUNDED, ADMITTED HOSPITAL.: [26, 223, 123, 242]
byline: By Telegraph—Press Association.: [296, 722, 404, 730]
section-divider: [838, 395, 965, 398]
paragraph: Mr. Moore: The track could be put down in six months.: [424, 487, 551, 503]
